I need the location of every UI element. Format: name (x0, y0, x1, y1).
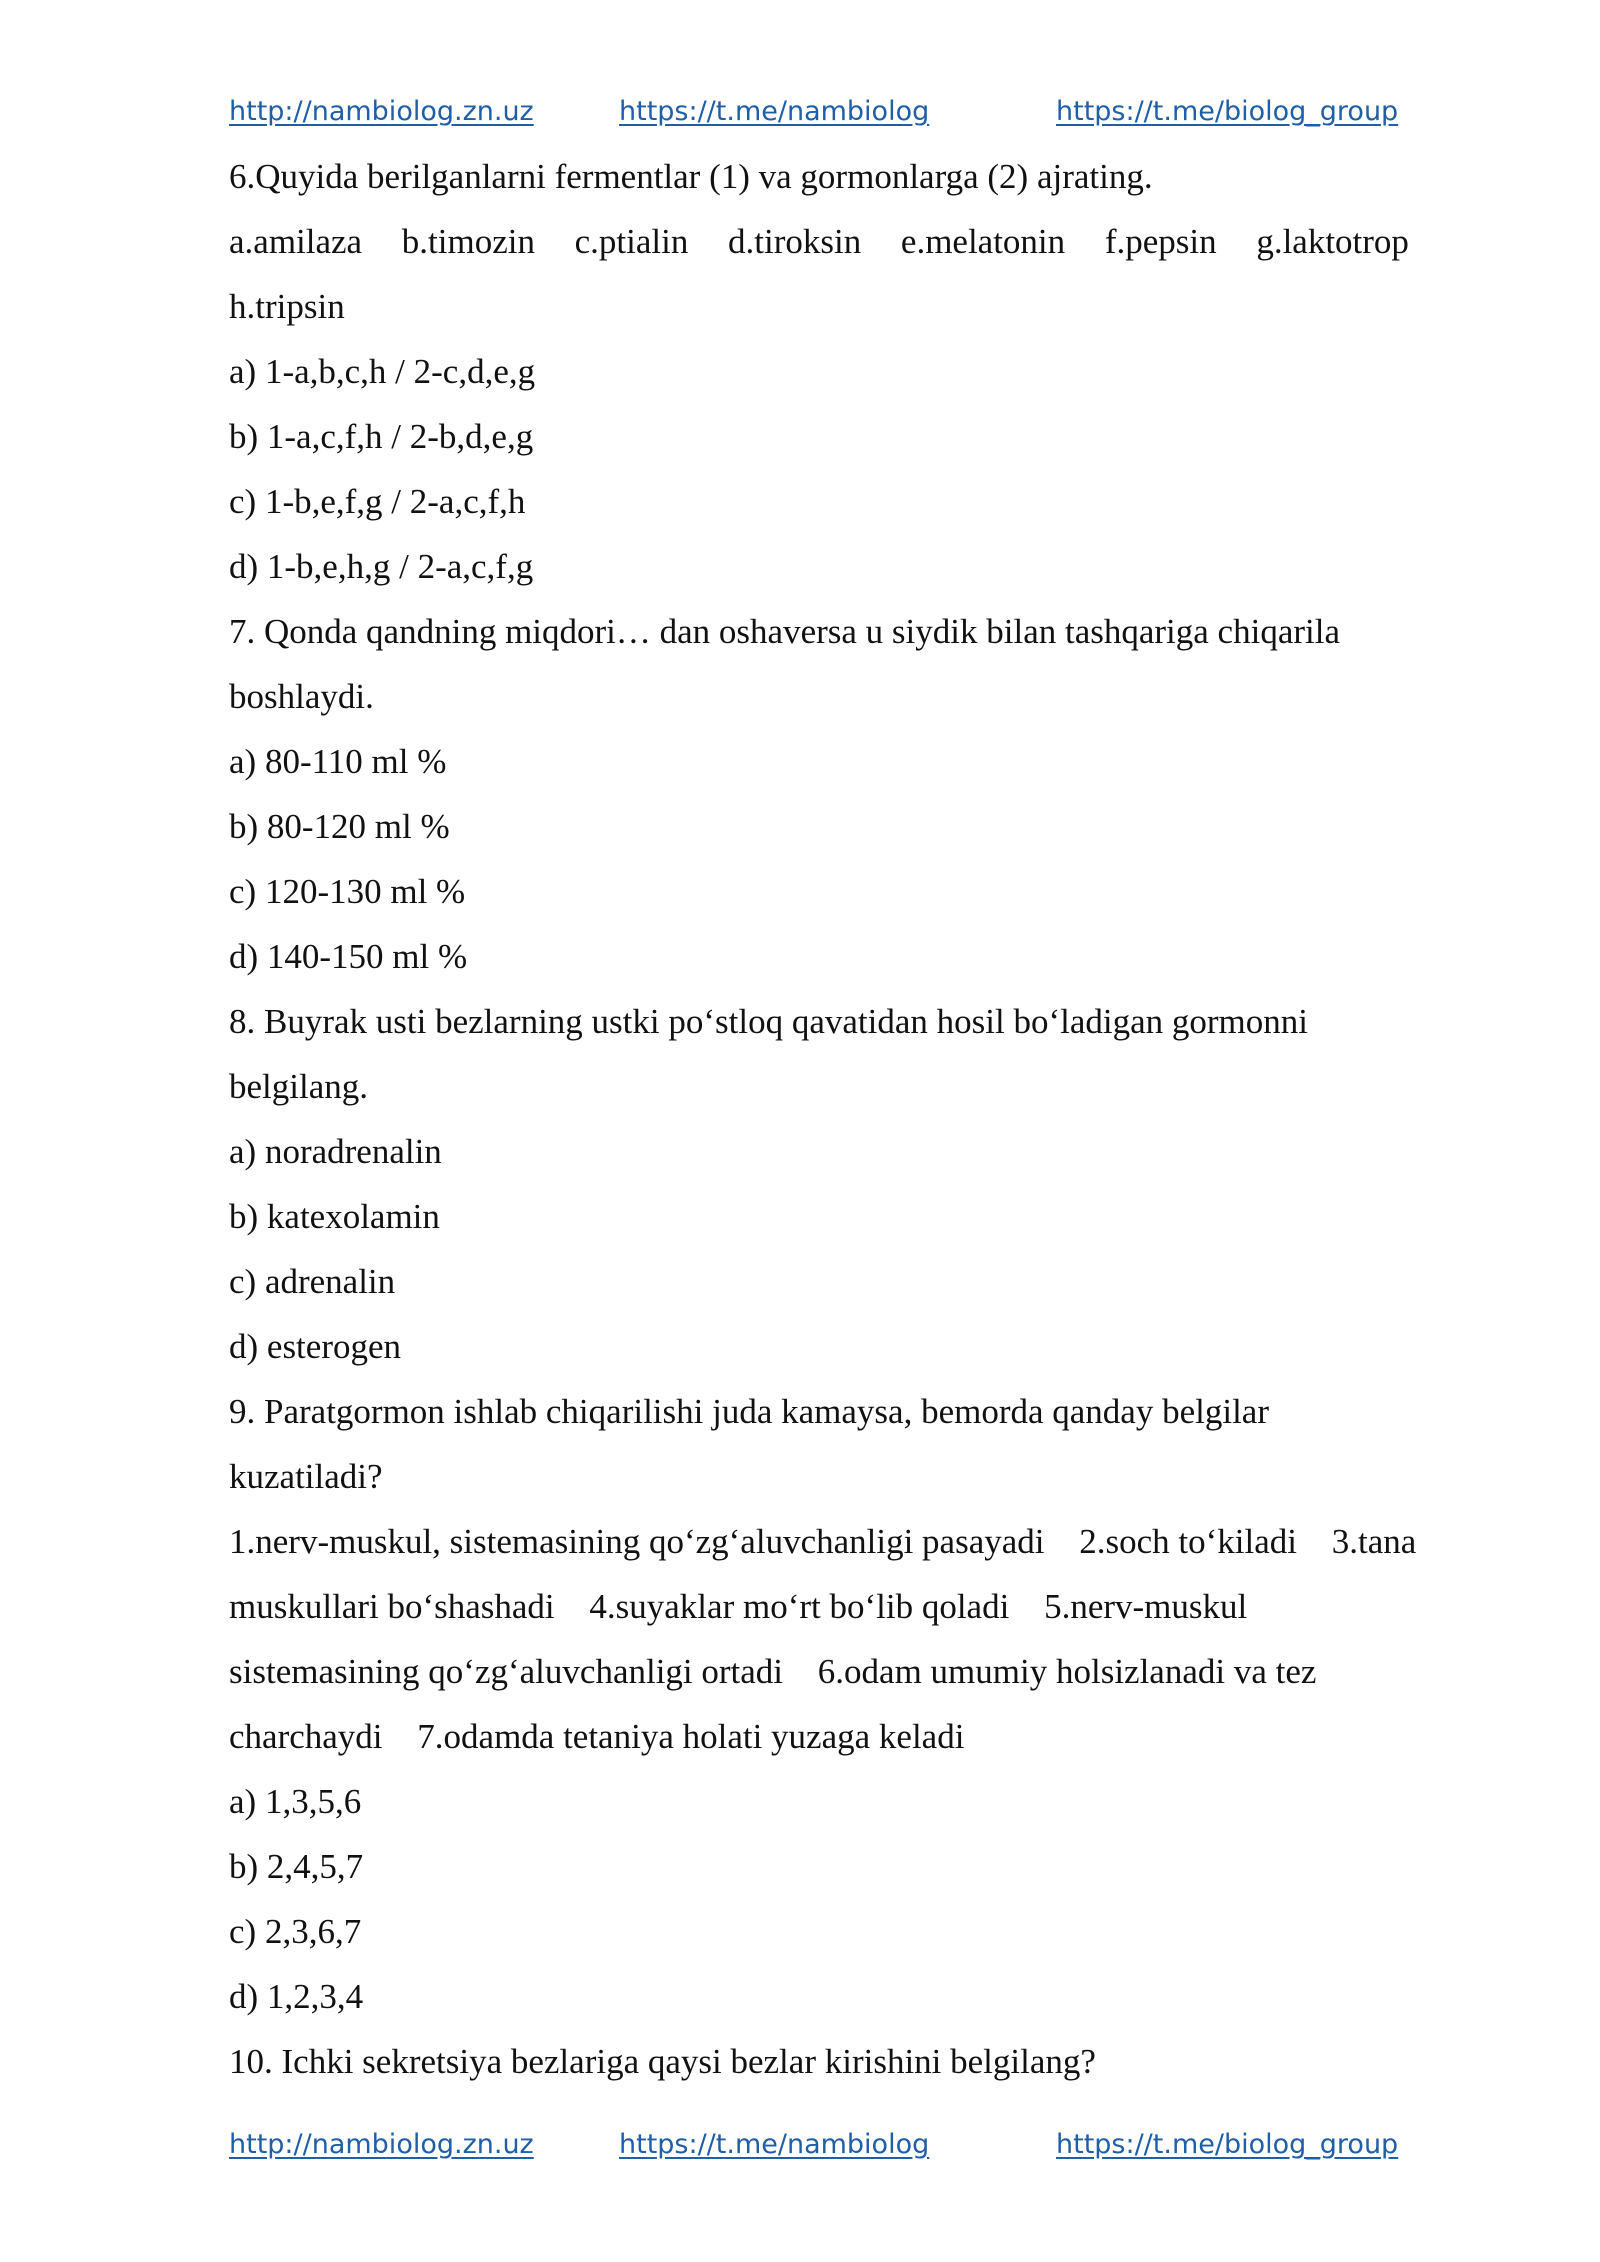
question-9-cont: kuzatiladi? (229, 1457, 383, 1496)
statement: sistemasining qo‘zg‘aluvchanligi ortadi (229, 1652, 784, 1691)
item: a.amilaza (229, 222, 363, 261)
statement: charchaydi (229, 1717, 383, 1756)
telegram-group-link[interactable]: https://t.me/biolog_group (1056, 2129, 1399, 2160)
telegram-channel-link[interactable]: https://t.me/nambiolog (619, 2129, 930, 2160)
answer-option: d) 1,2,3,4 (229, 1977, 364, 2016)
statement-line (229, 1639, 1479, 1704)
answer-option: b) katexolamin (229, 1197, 440, 1236)
question-10: 10. Ichki sekretsiya bezlariga qaysi bezlar kirishini belgilang? (229, 2042, 1096, 2081)
answer-option: d) esterogen (229, 1327, 402, 1366)
answer-option: b) 2,4,5,7 (229, 1847, 364, 1886)
statement: 7.odamda tetaniya holati yuzaga keladi (417, 1717, 965, 1756)
question-6-items-tail: h.tripsin (229, 287, 345, 326)
answer-option: c) 120-130 ml % (229, 872, 466, 911)
answer-option: c) 1-b,e,f,g / 2-a,c,f,h (229, 482, 526, 521)
item: e.melatonin (900, 222, 1066, 261)
answer-option: a) 1,3,5,6 (229, 1782, 362, 1821)
statement-line (229, 1574, 1479, 1639)
item: c.ptialin (574, 222, 689, 261)
statement-line (229, 1704, 1479, 1769)
answer-option: a) noradrenalin (229, 1132, 442, 1171)
site-link[interactable]: http://nambiolog.zn.uz (229, 96, 534, 127)
telegram-group-link[interactable]: https://t.me/biolog_group (1056, 96, 1399, 127)
statement: 4.suyaklar mo‘rt bo‘lib qoladi (589, 1587, 1010, 1626)
answer-option: b) 80-120 ml % (229, 807, 450, 846)
question-9: 9. Paratgormon ishlab chiqarilishi juda kamaysa, bemorda qanday belgilar (229, 1392, 1269, 1431)
item: d.tiroksin (728, 222, 862, 261)
statement: 5.nerv-muskul (1044, 1587, 1248, 1626)
answer-option: b) 1-a,c,f,h / 2-b,d,e,g (229, 417, 534, 456)
answer-option: a) 1-a,b,c,h / 2-c,d,e,g (229, 352, 536, 391)
answer-option: a) 80-110 ml % (229, 742, 447, 781)
answer-option: c) adrenalin (229, 1262, 396, 1301)
telegram-channel-link[interactable]: https://t.me/nambiolog (619, 96, 930, 127)
question-8: 8. Buyrak usti bezlarning ustki po‘stloq qavatidan hosil bo‘ladigan gormonni (229, 1002, 1309, 1041)
item: b.timozin (401, 222, 535, 261)
statement: 1.nerv-muskul, sistemasining qo‘zg‘aluvchanligi pasayadi (229, 1522, 1045, 1561)
question-6-items (229, 209, 1409, 274)
item: f.pepsin (1104, 222, 1217, 261)
statement: muskullari bo‘shashadi (229, 1587, 555, 1626)
answer-option: d) 140-150 ml % (229, 937, 468, 976)
statement: 2.soch to‘kiladi (1079, 1522, 1298, 1561)
statement: 3.tana (1331, 1522, 1417, 1561)
footer-links (0, 2129, 1600, 2169)
statement: 6.odam umumiy holsizlanadi va tez (817, 1652, 1317, 1691)
question-7-cont: boshlaydi. (229, 677, 374, 716)
answer-option: c) 2,3,6,7 (229, 1912, 362, 1951)
answer-option: d) 1-b,e,h,g / 2-a,c,f,g (229, 547, 534, 586)
statement-line (229, 1509, 1479, 1574)
header-links (0, 96, 1600, 136)
question-7: 7. Qonda qandning miqdori… dan oshaversa u siydik bilan tashqariga chiqarila (229, 612, 1340, 651)
page-content (229, 144, 1479, 2094)
question-8-cont: belgilang. (229, 1067, 368, 1106)
site-link[interactable]: http://nambiolog.zn.uz (229, 2129, 534, 2160)
item: g.laktotrop (1256, 222, 1409, 261)
question-6: 6.Quyida berilganlarni fermentlar (1) va gormonlarga (2) ajrating. (229, 157, 1153, 196)
